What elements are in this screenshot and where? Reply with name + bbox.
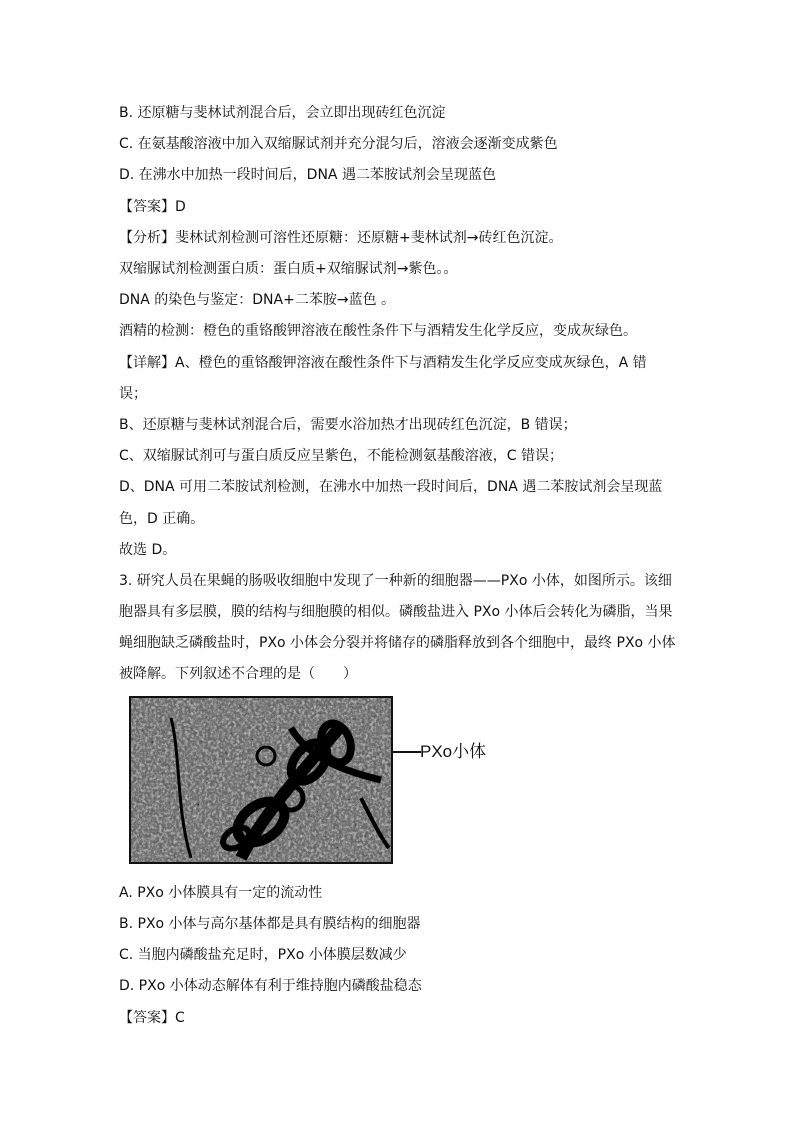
prev-option-c: C. 在氨基酸溶液中加入双缩脲试剂并充分混匀后，溶液会逐渐变成紫色 bbox=[119, 136, 558, 152]
detail-line: C、双缩脲试剂可与蛋白质反应呈紫色，不能检测氨基酸溶液，C 错误； bbox=[119, 448, 563, 464]
question3-option-b: B. PXo 小体与高尔基体都是具有膜结构的细胞器 bbox=[119, 916, 421, 932]
micrograph-figure bbox=[129, 696, 393, 864]
question3-stem: 蝇细胞缺乏磷酸盐时，PXo 小体会分裂并将储存的磷脂释放到各个细胞中，最终 PXo 小体 bbox=[119, 635, 676, 651]
prev-option-d: D. 在沸水中加热一段时间后，DNA 遇二苯胺试剂会呈现蓝色 bbox=[119, 167, 496, 183]
detail-line: 误； bbox=[119, 386, 147, 402]
question3-option-d: D. PXo 小体动态解体有利于维持胞内磷酸盐稳态 bbox=[119, 978, 422, 994]
question3-option-c: C. 当胞内磷酸盐充足时，PXo 小体膜层数减少 bbox=[119, 947, 407, 963]
question3-stem: 胞器具有多层膜，膜的结构与细胞膜的相似。磷酸盐进入 PXo 小体后会转化为磷脂，当果 bbox=[119, 604, 673, 620]
question3-option-a: A. PXo 小体膜具有一定的流动性 bbox=[119, 885, 323, 901]
analysis-line: 酒精的检测：橙色的重铬酸钾溶液在酸性条件下与酒精发生化学反应，变成灰绿色。 bbox=[119, 323, 637, 339]
detail-line: B、还原糖与斐林试剂混合后，需要水浴加热才出现砖红色沉淀，B 错误； bbox=[119, 417, 577, 433]
detail-line: 【详解】A、橙色的重铬酸钾溶液在酸性条件下与酒精发生化学反应变成灰绿色，A 错 bbox=[119, 355, 647, 371]
detail-line: 故选 D。 bbox=[119, 542, 177, 558]
figure-pointer-line bbox=[393, 751, 421, 753]
question3-answer: 【答案】C bbox=[119, 1010, 185, 1026]
detail-line: 色，D 正确。 bbox=[119, 511, 205, 527]
question3-stem: 3. 研究人员在果蝇的肠吸收细胞中发现了一种新的细胞器——PXo 小体，如图所示。该细 bbox=[119, 573, 672, 589]
figure-label: PXo小体 bbox=[420, 742, 487, 761]
question3-stem: 被降解。下列叙述不合理的是（ ） bbox=[119, 666, 357, 682]
analysis-line: 【分析】斐林试剂检测可溶性还原糖：还原糖+斐林试剂→砖红色沉淀。 bbox=[119, 230, 563, 246]
analysis-line: DNA 的染色与鉴定：DNA+二苯胺→蓝色 。 bbox=[119, 292, 396, 308]
prev-answer: 【答案】D bbox=[119, 199, 186, 215]
analysis-line: 双缩脲试剂检测蛋白质：蛋白质+双缩脲试剂→紫色。。 bbox=[119, 261, 458, 277]
prev-option-b: B. 还原糖与斐林试剂混合后，会立即出现砖红色沉淀 bbox=[119, 105, 446, 121]
detail-line: D、DNA 可用二苯胺试剂检测，在沸水中加热一段时间后，DNA 遇二苯胺试剂会呈现蓝 bbox=[119, 479, 663, 495]
